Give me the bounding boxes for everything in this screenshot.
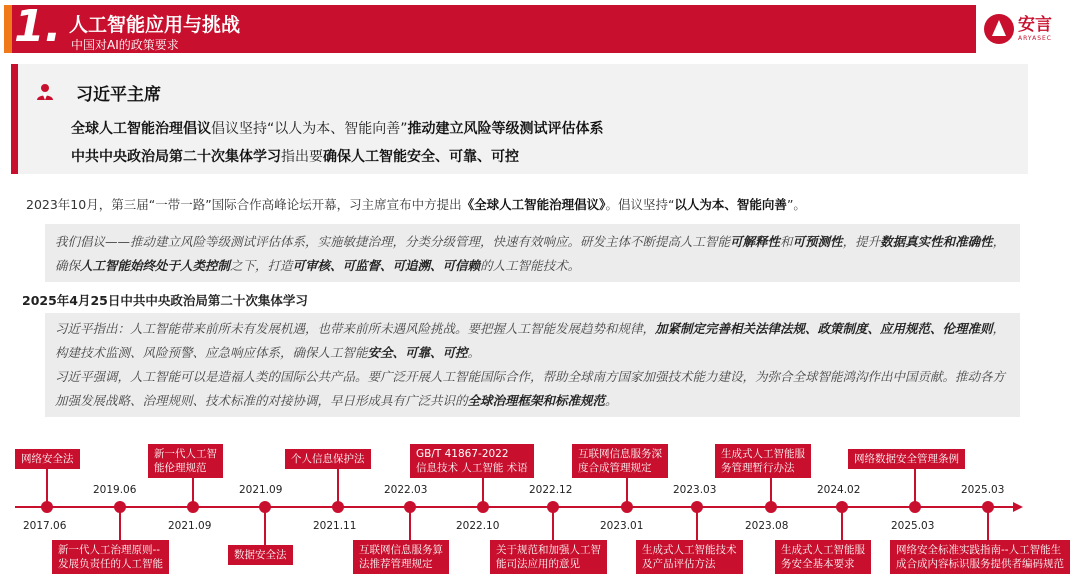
timeline-arrow-icon [1013,502,1023,512]
timeline-dot [259,501,271,513]
timeline-event-bottom: 关于规范和加强人工智 能司法应用的意见 [490,540,607,574]
timeline-date-lower: 2021.09 [168,520,212,532]
timeline-event-bottom: 网络安全标准实践指南--人工智能生 成合成内容标识服务提供者编码规范 [890,540,1070,574]
quote1-text: 之下，打造 [230,258,293,273]
quote2-text: 习近平强调，人工智能可以是造福人类的国际公共产品。要广泛开展人工智能国际合作，帮助全球南方国家加强技术能力建设，为弥合全球智能鸿沟作出中国贡献。推动各方加强发展战略、治理规则、技术标准的对接协调，早日形成具有广泛共识的 [55,369,1006,408]
page-title: 人工智能应用与挑战 [69,14,241,36]
header-bar [0,0,1080,60]
intro-paragraph [26,195,806,213]
quote2-text: 。 [467,345,481,360]
timeline-dot [477,501,489,513]
quote2-text: 。 [605,393,618,408]
xi-line-study [71,146,519,166]
timeline-dot [547,501,559,513]
timeline-date-lower: 2025.03 [891,520,935,532]
timeline-event-top: 生成式人工智能服 务管理暂行办法 [715,444,811,478]
initiative-principle: “以人为本、智能向善” [267,121,408,137]
logo-cn-text: 安言 [1018,14,1052,35]
initiative-goal: 推动建立风险等级测试评估体系 [407,121,604,137]
timeline-dot [691,501,703,513]
timeline-dot [41,501,53,513]
header-accent-stripe [4,5,12,53]
timeline-axis [15,506,1015,508]
section-number: 1. [14,1,62,52]
person-icon [36,83,54,101]
intro-text-c: 。倡议坚持“ [605,197,675,212]
timeline-date-upper: 2024.02 [817,484,861,496]
quote2-text: 习近平指出：人工智能带来前所未有发展机遇，也带来前所未遇风险挑战。要把握人工智能发展趋势和规律， [55,321,656,336]
timeline-dot [836,501,848,513]
quote1-bold: 可预测性 [792,234,843,249]
quote1-text: 我们倡议——推动建立风险等级测试评估体系，实施敏捷治理，分类分级管理，快速有效响应。研发主体不断提高人工智能 [55,234,731,249]
timeline-date-lower: 2023.01 [600,520,644,532]
page-subtitle: 中国对AI的政策要求 [71,38,179,52]
quote2-bold: 安全、可靠、可控 [367,345,468,360]
timeline-date-lower: 2017.06 [23,520,67,532]
timeline-date-upper: 2021.09 [239,484,283,496]
quote1-bold: 可审核、可监督、可追溯、可信赖 [292,258,481,273]
timeline-dot [982,501,994,513]
timeline-date-lower: 2023.08 [745,520,789,532]
timeline-event-top: 网络数据安全管理条例 [848,449,965,469]
timeline-event-bottom: 互联网信息服务算 法推荐管理规定 [353,540,449,574]
study-session-heading: 2025年4月25日中共中央政治局第二十次集体学习 [22,293,308,308]
quote1-bold: 数据真实性和准确性 [880,234,993,249]
timeline-event-bottom: 新一代人工治理原则-- 发展负责任的人工智能 [52,540,169,574]
xi-line-initiative [71,118,604,138]
quote1-bold: 可解释性 [730,234,781,249]
timeline-date-upper: 2025.03 [961,484,1005,496]
timeline-dot [114,501,126,513]
brand-logo [976,5,1080,53]
timeline-event-top: 新一代人工智 能伦理规范 [148,444,223,478]
timeline-date-lower: 2022.10 [456,520,500,532]
study-session-quote [45,313,1020,417]
study-goal: 确保人工智能安全、可靠、可控 [323,149,519,165]
quote1-bold: 人工智能始终处于人类控制 [80,258,231,273]
intro-text-a: 2023年10月，第三届“一带一路”国际合作高峰论坛开幕，习主席宣布中方提出 [26,197,462,212]
timeline-event-top: 网络安全法 [15,449,80,469]
timeline-event-bottom: 生成式人工智能技术 及产品评估方法 [636,540,743,574]
timeline-event-top: GB/T 41867-2022 信息技术 人工智能 术语 [410,444,534,478]
quote1-text: 和 [780,234,793,249]
timeline-dot [621,501,633,513]
logo-en-text: ARYASEC [1018,34,1052,42]
timeline-date-upper: 2022.03 [384,484,428,496]
speaker-name: 习近平主席 [76,85,161,105]
timeline-event-top: 个人信息保护法 [285,449,371,469]
timeline-dot [909,501,921,513]
timeline-dot [765,501,777,513]
quote2-bold: 全球治理框架和标准规范 [467,393,606,408]
quote2-bold: 加紧制定完善相关法律法规、政策制度、应用规范、伦理准则 [655,321,993,336]
intro-initiative: 《全球人工智能治理倡议》 [461,197,606,212]
initiative-quote [45,224,1020,282]
timeline-date-upper: 2023.03 [673,484,717,496]
study-verb: 指出要 [281,149,323,165]
initiative-verb: 倡议坚持 [211,121,267,137]
timeline-dot [187,501,199,513]
timeline-date-lower: 2021.11 [313,520,357,532]
initiative-name: 全球人工智能治理倡议 [71,121,211,137]
timeline-event-bottom: 生成式人工智能服 务安全基本要求 [775,540,871,574]
timeline-dot [332,501,344,513]
aryasec-logo-icon [984,14,1014,44]
timeline-event-top: 互联网信息服务深 度合成管理规定 [572,444,668,478]
timeline-dot [404,501,416,513]
quote1-text: ，提升 [842,234,881,249]
timeline-date-upper: 2019.06 [93,484,137,496]
intro-principle: 以人为本、智能向善 [674,197,787,212]
quote1-text: 的人工智能技术。 [480,258,581,273]
intro-text-e: ”。 [786,197,806,212]
quote1-text: ，确保 [55,234,1006,273]
quote2-text: ，构建技术监测、风险预警、应急响应体系，确保人工智能 [55,321,1006,360]
timeline-event-bottom: 数据安全法 [228,545,293,565]
study-session-name: 中共中央政治局第二十次集体学习 [71,149,281,165]
timeline-date-upper: 2022.12 [529,484,573,496]
